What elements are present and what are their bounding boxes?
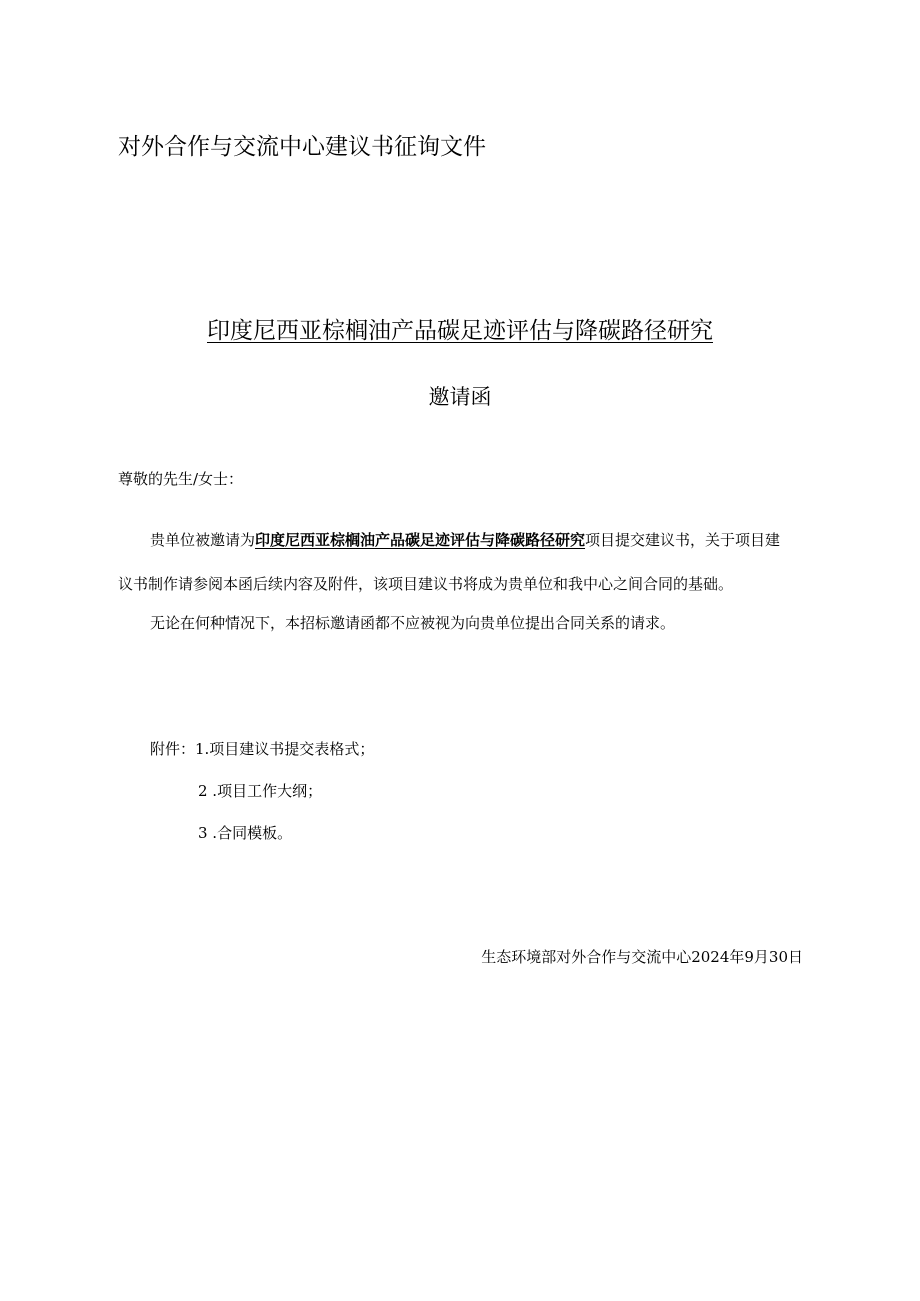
paragraph-1-suffix: 项目提交建议书，关于项目建 (585, 531, 781, 549)
attachment-item-3: 3 .合同模板。 (198, 824, 293, 842)
attachment-item-1: 附件：1.项目建议书提交表格式； (150, 740, 375, 758)
paragraph-1-prefix: 贵单位被邀请为 (150, 531, 256, 549)
paragraph-1-line-1 (150, 529, 780, 550)
sender-and-date: 生态环境部对外合作与交流中心2024年9月30日 (481, 948, 803, 966)
paragraph-1-line-2: 议书制作请参阅本函后续内容及附件，该项目建议书将成为贵单位和我中心之间合同的基础。 (118, 575, 734, 593)
document-type-heading: 邀请函 (428, 385, 492, 409)
paragraph-2: 无论在何种情况下，本招标邀请函都不应被视为向贵单位提出合同关系的请求。 (150, 614, 676, 632)
attachment-item-2: 2 .项目工作大纲； (198, 782, 323, 800)
paragraph-1-project-name: 印度尼西亚棕榈油产品碳足迹评估与降碳路径研究 (255, 531, 586, 549)
project-title: 印度尼西亚棕榈油产品碳足迹评估与降碳路径研究 (207, 318, 713, 344)
document-header-title: 对外合作与交流中心建议书征询文件 (118, 134, 486, 160)
salutation: 尊敬的先生/女士： (118, 470, 244, 488)
